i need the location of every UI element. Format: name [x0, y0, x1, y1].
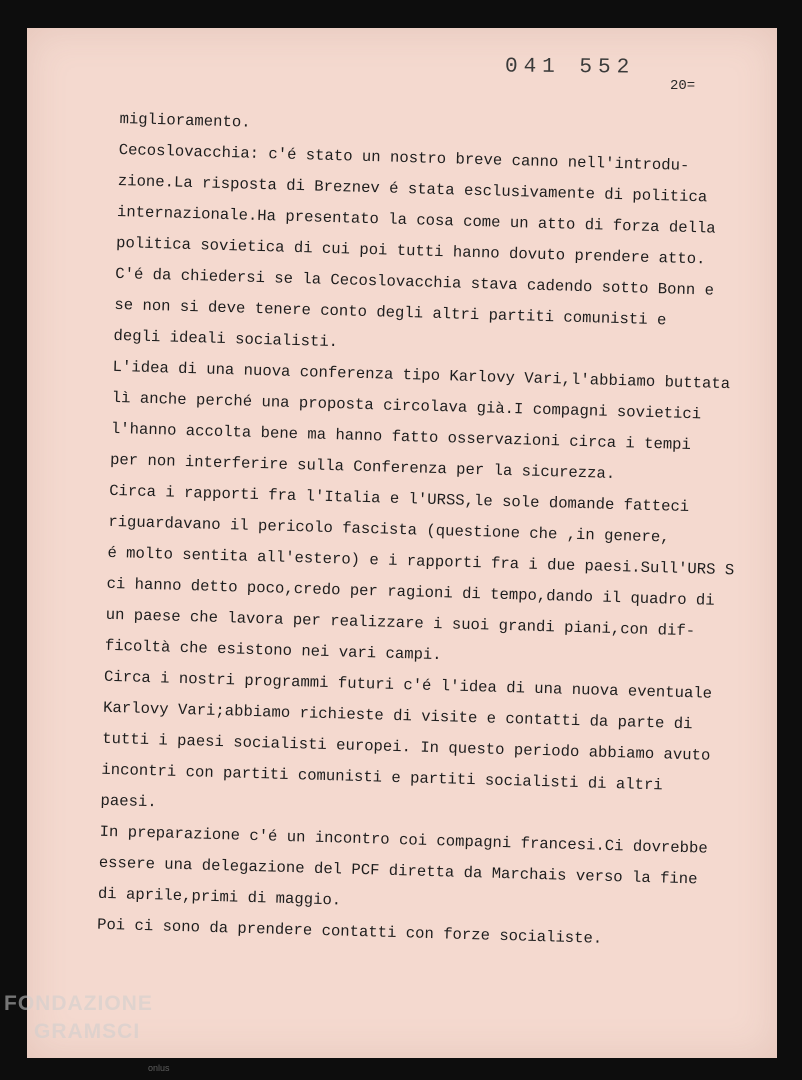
watermark-line2: GRAMSCI [34, 1020, 141, 1043]
text-line: Karlovy Vari;abbiamo richieste di visite e contatti da parte di [102, 698, 693, 734]
text-line: per non interferire sulla Conferenza per la sicurezza. [109, 450, 616, 483]
page-number: 20= [670, 78, 696, 94]
watermark-logo [4, 992, 153, 1044]
text-line: Poi ci sono da prendere contatti con forze socialiste. [96, 915, 603, 948]
text-line: zione.La risposta di Breznev é stata esclusivamente di politica [117, 171, 708, 207]
text-line: di aprile,primi di maggio. [97, 884, 342, 910]
text-line: ficoltà che esistono nei vari campi. [104, 636, 442, 665]
text-line: é molto sentita all'estero) e i rapporti fra i due paesi.Sull'URS S [107, 543, 735, 580]
text-line: lì anche perché una proposta circolava già.I compagni sovietici [111, 388, 702, 424]
text-line: internazionale.Ha presentato la cosa come un atto di forza della [116, 202, 716, 238]
text-line: Circa i rapporti fra l'Italia e l'URSS,le sole domande fatteci [108, 481, 690, 517]
text-line: L'idea di una nuova conferenza tipo Karlovy Vari,l'abbiamo buttata [112, 357, 731, 394]
typed-text-body [97, 104, 770, 959]
text-line: politica sovietica di cui poi tutti hanno dovuto prendere atto. [115, 233, 706, 269]
text-line: tutti i paesi socialisti europei. In questo periodo abbiamo avuto [102, 729, 711, 765]
text-line: se non si deve tenere conto degli altri partiti comunisti e [114, 295, 667, 330]
text-line: degli ideali socialisti. [113, 326, 339, 352]
text-line: riguardavano il pericolo fascista (questione che ,in genere, [108, 512, 670, 547]
text-line: essere una delegazione del PCF diretta da Marchais verso la fine [98, 853, 698, 889]
text-line: Cecoslovacchia: c'é stato un nostro breve canno nell'introdu- [118, 140, 690, 175]
text-line: Circa i nostri programmi futuri c'é l'idea di una nuova eventuale [103, 667, 713, 703]
text-line: In preparazione c'é un incontro coi compagni francesi.Ci dovrebbe [99, 822, 708, 858]
text-line: incontri con partiti comunisti e partiti socialisti di altri [101, 760, 663, 795]
text-line: miglioramento. [119, 109, 251, 132]
watermark-line1: FONDAZIONE [4, 992, 153, 1015]
text-line: l'hanno accolta bene ma hanno fatto osservazioni circa i tempi [110, 419, 692, 455]
text-line: C'é da chiedersi se la Cecoslovacchia stava cadendo sotto Bonn e [115, 264, 715, 300]
text-line: ci hanno detto poco,credo per ragioni di tempo,dando il quadro di [106, 574, 715, 610]
text-line: paesi. [100, 791, 157, 812]
text-line: un paese che lavora per realizzare i suoi grandi piani,con dif- [105, 605, 696, 641]
document-number: 041 552 [504, 55, 636, 80]
watermark-line3: onlus [148, 1063, 170, 1073]
